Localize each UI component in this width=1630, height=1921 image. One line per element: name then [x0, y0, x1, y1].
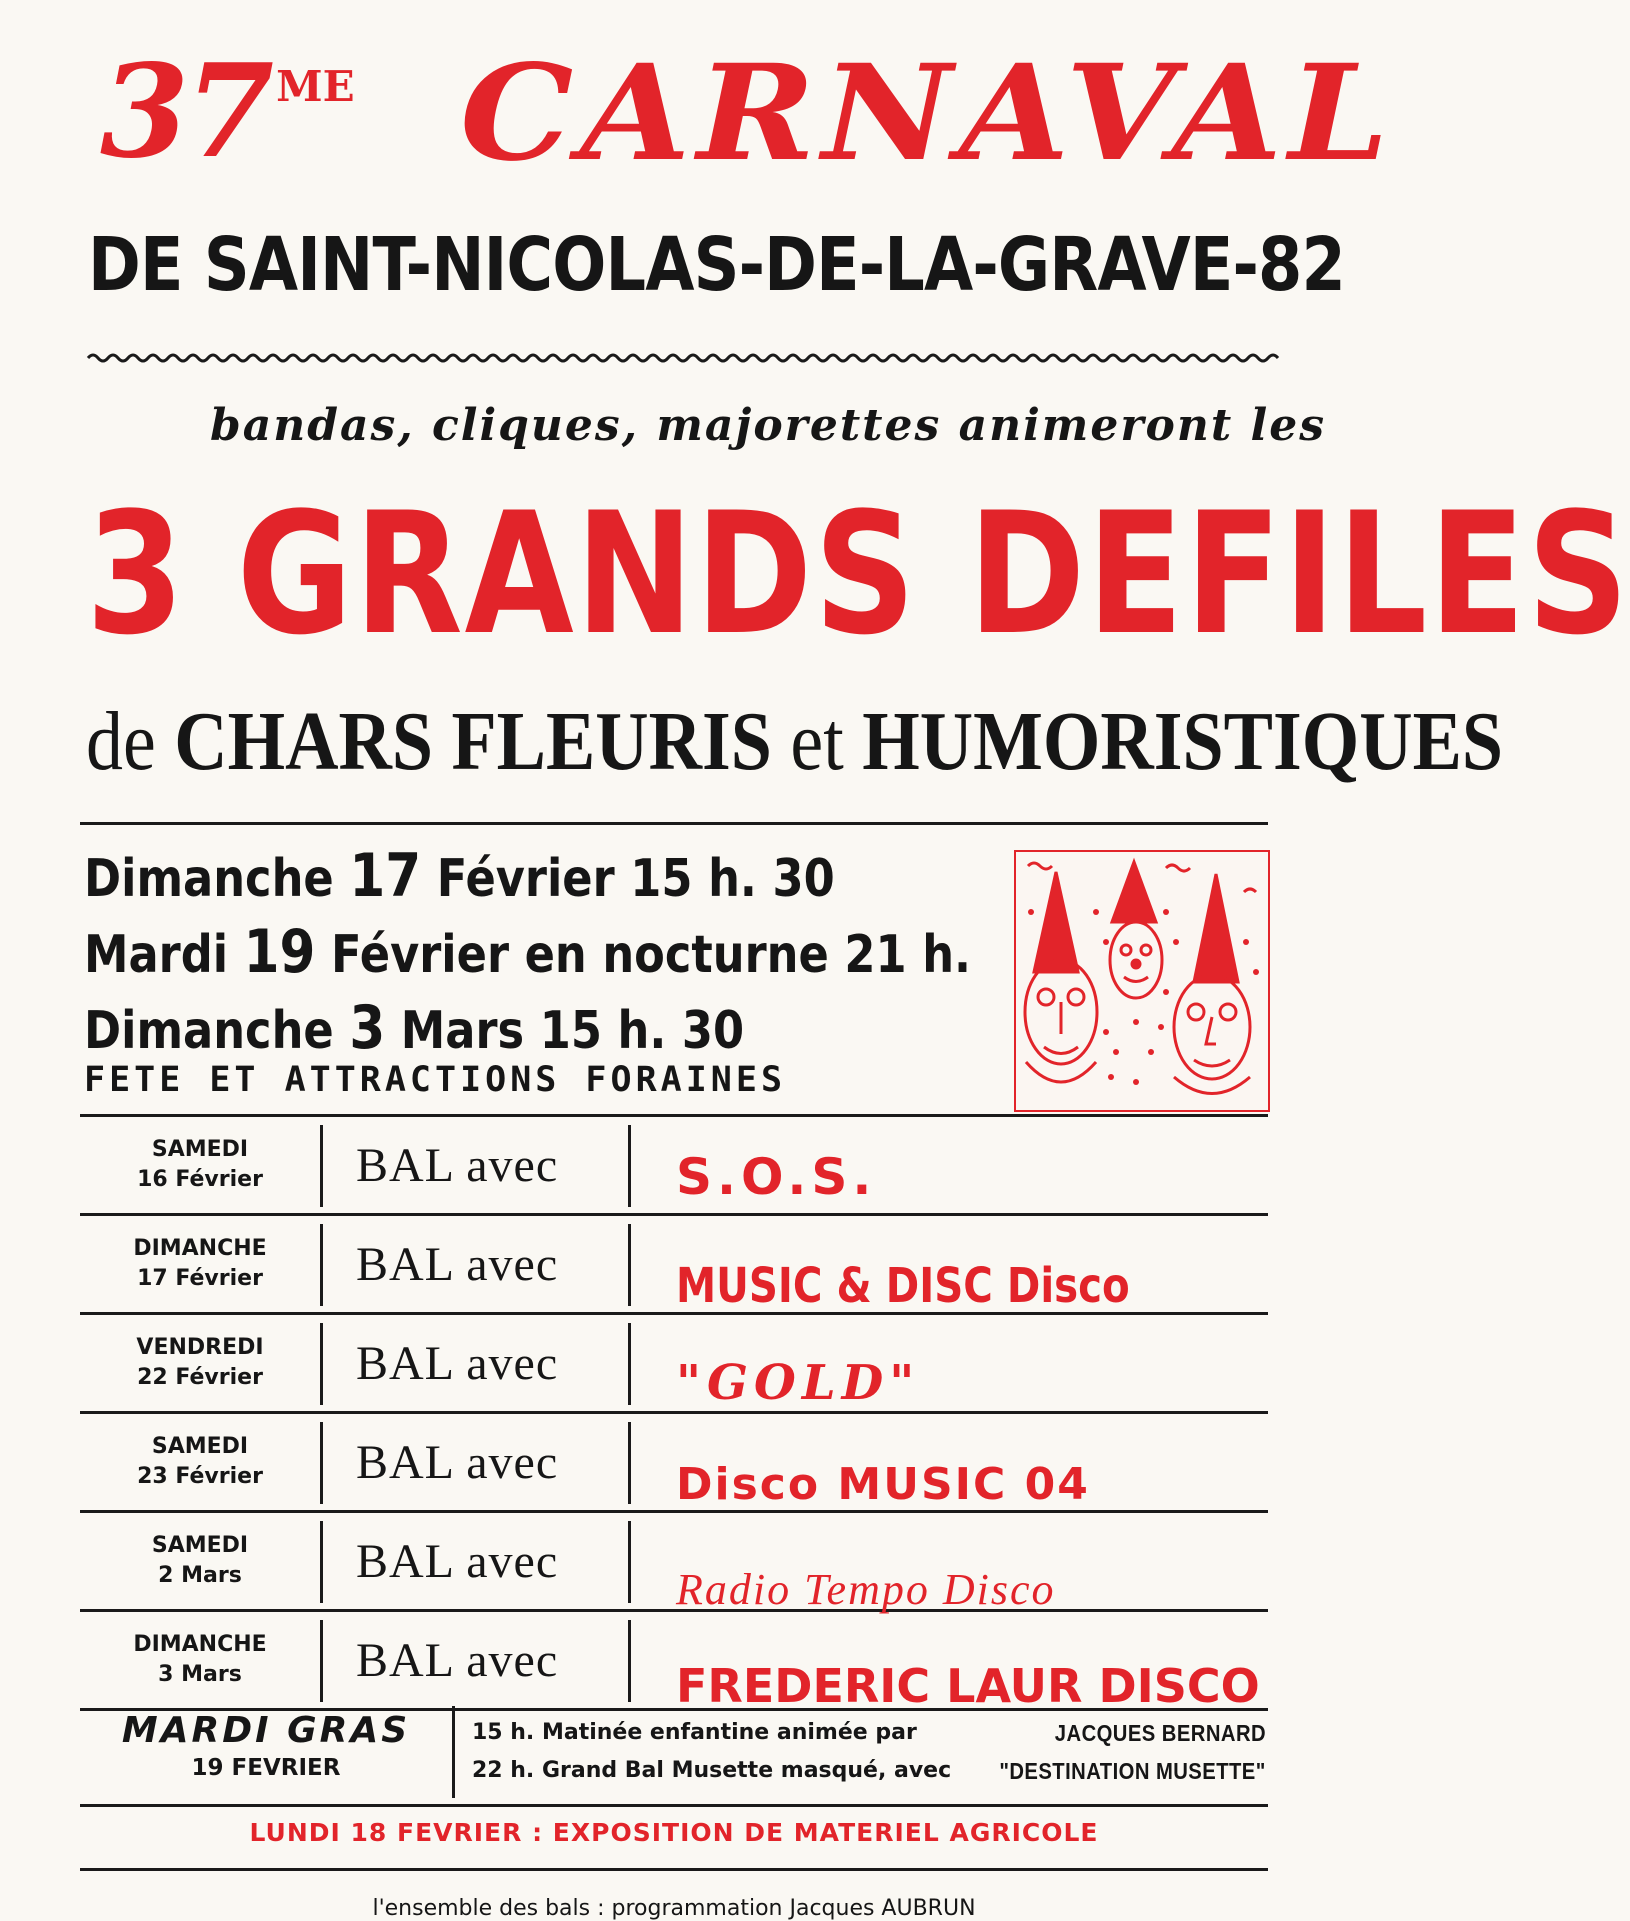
clown-faces-illustration: [1014, 850, 1270, 1112]
table-row: [80, 1612, 1268, 1711]
table-row: [80, 1513, 1268, 1612]
ball-date: DIMANCHE 17 Février: [133, 1236, 267, 1291]
parade-date: Mardi 19 Février en nocturne 21 h.: [84, 917, 972, 987]
ball-date: VENDREDI 22 Février: [136, 1335, 264, 1390]
ball-date: DIMANCHE 3 Mars: [133, 1632, 267, 1687]
ball-date: SAMEDI 16 Février: [137, 1137, 263, 1192]
performer: "DESTINATION MUSETTE": [999, 1758, 1266, 1784]
mardi-gras-program: [472, 1714, 1272, 1790]
band-name: S.O.S.: [676, 1148, 877, 1206]
ball-connector: BAL avec: [356, 1237, 559, 1291]
subheadline: [86, 695, 1504, 788]
ball-schedule-table: [80, 1114, 1268, 1711]
band-name: "GOLD": [676, 1355, 921, 1411]
table-row: [80, 1114, 1268, 1216]
ball-date: SAMEDI 23 Février: [137, 1434, 263, 1489]
performer: JACQUES BERNARD: [1054, 1720, 1266, 1746]
parade-date: Dimanche 3 Mars 15 h. 30: [84, 993, 745, 1063]
subheadline-humoristiques: HUMORISTIQUES: [862, 695, 1504, 788]
band-name: Disco MUSIC 04: [676, 1458, 1090, 1510]
mardi-gras-heading: [80, 1700, 452, 1781]
mardi-gras-date: 19 FEVRIER: [191, 1755, 341, 1781]
edition-suffix: ME: [276, 62, 355, 111]
band-name: FREDERIC LAUR DISCO: [676, 1659, 1260, 1713]
ball-connector: BAL avec: [356, 1534, 559, 1588]
band-name: Radio Tempo Disco: [676, 1564, 1056, 1614]
subheadline-fleuris: FLEURIS: [451, 695, 772, 788]
fairground-line: FETE ET ATTRACTIONS FORAINES: [84, 1060, 787, 1100]
ball-date: SAMEDI 2 Mars: [151, 1533, 249, 1588]
subheadline-et: et: [790, 695, 844, 788]
ball-connector: BAL avec: [356, 1435, 559, 1489]
parade-dates: [84, 840, 1115, 1068]
tagline: bandas, cliques, majorettes animeront les: [210, 400, 1326, 451]
mardi-gras-section: [80, 1700, 1268, 1804]
headline: 3 GRANDS DEFILES: [86, 476, 1630, 672]
ball-connector: BAL avec: [356, 1336, 559, 1390]
wavy-divider: [88, 350, 1278, 366]
table-row: [80, 1315, 1268, 1414]
exhibition-line: LUNDI 18 FEVRIER : EXPOSITION DE MATERIEL AGRICOLE: [249, 1818, 1099, 1847]
edition-number: 37 $^{ME}$: [100, 37, 355, 187]
footer-credit: l'ensemble des bals : programmation Jacques AUBRUN: [372, 1896, 976, 1921]
town-subtitle: DE SAINT-NICOLAS-DE-LA-GRAVE-82: [88, 222, 1345, 308]
carnival-title: CARNAVAL: [460, 36, 1396, 191]
table-row: [80, 1414, 1268, 1513]
program-line: 22 h. Grand Bal Musette masqué, avec "DESTINATION MUSETTE": [472, 1752, 1272, 1790]
divider: [80, 1804, 1268, 1807]
ball-connector: BAL avec: [356, 1138, 559, 1192]
subheadline-de: de: [86, 695, 156, 788]
subheadline-chars: CHARS: [174, 695, 434, 788]
parade-date: Dimanche 17 Février 15 h. 30: [84, 841, 835, 911]
divider: [80, 822, 1268, 825]
divider: [80, 1868, 1268, 1871]
table-row: [80, 1216, 1268, 1315]
program-line: 15 h. Matinée enfantine animée par JACQUES BERNARD: [472, 1714, 1272, 1752]
ball-connector: BAL avec: [356, 1633, 559, 1687]
mardi-gras-title: MARDI GRAS: [121, 1710, 411, 1751]
band-name: MUSIC & DISC Disco: [676, 1258, 1130, 1314]
